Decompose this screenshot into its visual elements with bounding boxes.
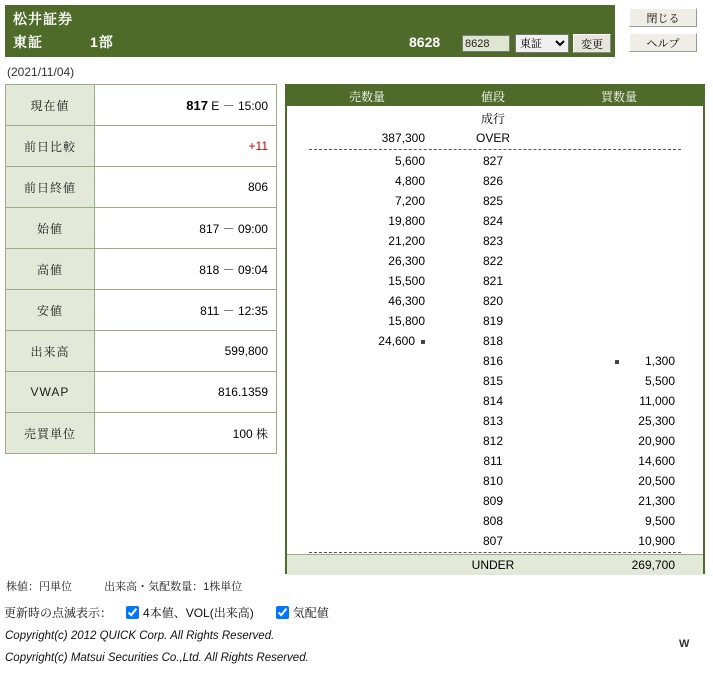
order-book-row [287, 371, 703, 391]
order-book-sell-qty: 15,500 [388, 274, 425, 288]
order-book-row [287, 151, 703, 171]
order-book-buy-qty: 20,500 [638, 474, 675, 488]
col-header-buy-qty: 買数量 [600, 89, 637, 104]
order-book-price: 823 [482, 234, 504, 248]
divider-bottom [309, 552, 681, 553]
date-label: (2021/11/04) [7, 65, 75, 79]
order-book-price: 813 [482, 414, 504, 428]
order-book-row [287, 391, 703, 411]
market-section: 1部 [90, 34, 114, 50]
order-book-sell-qty: 46,300 [388, 294, 425, 308]
order-book-sell-qty: 7,200 [394, 194, 425, 208]
copyright-quick: Copyright(c) 2012 QUICK Corp. All Rights Reserved. [5, 630, 275, 642]
row-label-prev-close: 前日終値 [6, 167, 95, 208]
market-order-row [287, 108, 703, 128]
order-book-price: 824 [482, 214, 504, 228]
order-book-price: 827 [482, 154, 504, 168]
unit-note [6, 578, 242, 594]
over-sell-qty: 387,300 [381, 131, 425, 145]
order-book-row [287, 491, 703, 511]
col-header-sell-qty: 売数量 [348, 89, 385, 104]
order-book-price: 815 [482, 374, 504, 388]
table-row [6, 290, 277, 331]
under-buy-qty: 269,700 [631, 558, 675, 572]
order-book-row [287, 431, 703, 451]
order-book-row [287, 271, 703, 291]
order-book-price: 811 [483, 454, 503, 468]
order-book-price: 814 [482, 394, 504, 408]
best-ask-marker-icon [421, 340, 425, 344]
checkbox-quote-label: 気配値 [292, 606, 329, 620]
row-label-trade-unit: 売買単位 [6, 413, 95, 454]
order-book-row [287, 191, 703, 211]
change-button[interactable]: 変更 [573, 34, 611, 53]
stock-code: 8628 [409, 34, 441, 50]
row-label-low: 安値 [6, 290, 95, 331]
row-value-high: 818 － 09:04 [95, 249, 277, 290]
blink-settings [4, 604, 351, 621]
order-book-price: 808 [482, 514, 504, 528]
order-book-buy-qty: 9,500 [644, 514, 675, 528]
order-book-row [287, 471, 703, 491]
close-button[interactable]: 閉じる [629, 8, 697, 27]
order-book-row [287, 311, 703, 331]
row-label-open: 始値 [6, 208, 95, 249]
market-select[interactable] [515, 34, 569, 53]
row-value-vwap: 816.1359 [95, 372, 277, 413]
row-label-current-price: 現在値 [6, 85, 95, 126]
divider-top [309, 149, 681, 150]
order-book-sell-qty: 4,800 [394, 174, 425, 188]
row-value-prev-close: 806 [95, 167, 277, 208]
quote-info-table [5, 84, 277, 454]
row-value-change: +11 [95, 126, 277, 167]
order-book-row [287, 331, 703, 351]
table-row [6, 249, 277, 290]
current-price-suffix: E － 15:00 [211, 98, 268, 113]
row-value-open: 817 － 09:00 [95, 208, 277, 249]
order-book-row [287, 351, 703, 371]
unit-note-volume: 出来高・気配数量：1株単位 [104, 581, 243, 593]
over-row [287, 128, 703, 148]
row-value-volume: 599,800 [95, 331, 277, 372]
order-book-rows [287, 106, 703, 553]
order-book-price: 812 [482, 434, 504, 448]
checkbox-quote[interactable] [276, 604, 329, 621]
order-book-price: 820 [482, 294, 504, 308]
unit-note-price: 株値：円単位 [6, 581, 72, 593]
row-label-vwap: VWAP [6, 372, 95, 413]
order-book-buy-qty: 10,900 [638, 534, 675, 548]
watermark: W [679, 638, 690, 650]
order-book-buy-qty: 1,300 [539, 354, 699, 368]
table-row [6, 331, 277, 372]
order-book-row [287, 411, 703, 431]
order-book-buy-qty: 11,000 [639, 394, 675, 408]
order-book-row [287, 251, 703, 271]
order-book-row [287, 291, 703, 311]
order-book-panel [285, 84, 705, 574]
title-bar [5, 5, 615, 57]
order-book-row [287, 451, 703, 471]
order-book-price: 822 [482, 254, 504, 268]
order-book-buy-qty: 21,300 [638, 494, 675, 508]
stock-code-input[interactable] [462, 35, 510, 52]
order-book-row [287, 211, 703, 231]
table-row [6, 413, 277, 454]
order-book-price: 809 [482, 494, 504, 508]
market-order-label: 成行 [480, 111, 505, 126]
col-header-price: 値段 [480, 89, 505, 104]
checkbox-ohlc-vol[interactable] [126, 604, 254, 621]
order-book-row [287, 231, 703, 251]
order-book-price: 821 [482, 274, 504, 288]
copyright-matsui: Copyright(c) Matsui Securities Co.,Ltd. All Rights Reserved. [5, 652, 309, 664]
row-value-current-price [95, 85, 277, 126]
order-book-sell-qty: 21,200 [388, 234, 425, 248]
order-book-buy-qty: 20,900 [638, 434, 675, 448]
checkbox-quote-input[interactable] [276, 606, 289, 619]
table-row [6, 126, 277, 167]
order-book-sell-qty: 19,800 [388, 214, 425, 228]
blink-settings-label: 更新時の点滅表示： [4, 606, 113, 620]
order-book-price: 826 [482, 174, 504, 188]
order-book-row [287, 531, 703, 551]
current-price-value: 817 [186, 97, 208, 113]
order-book-price: 818 [482, 334, 504, 348]
checkbox-ohlc-vol-label: 4本値、VOL(出来高) [143, 606, 254, 620]
over-label: OVER [475, 131, 510, 145]
row-value-trade-unit: 100 株 [95, 413, 277, 454]
table-row [6, 372, 277, 413]
under-row [287, 554, 703, 575]
order-book-price: 810 [482, 474, 504, 488]
order-book-buy-qty: 14,600 [638, 454, 675, 468]
row-label-volume: 出来高 [6, 331, 95, 372]
order-book-buy-qty: 25,300 [638, 414, 675, 428]
order-book-row [287, 171, 703, 191]
order-book-price: 825 [482, 194, 504, 208]
order-book-buy-qty: 5,500 [644, 374, 675, 388]
table-row [6, 208, 277, 249]
row-label-high: 高値 [6, 249, 95, 290]
order-book-price: 807 [482, 534, 504, 548]
under-label: UNDER [471, 558, 515, 572]
order-book-row [287, 511, 703, 531]
order-book-price: 816 [482, 354, 504, 368]
table-row [6, 85, 277, 126]
order-book-header [287, 86, 703, 106]
help-button[interactable]: ヘルプ [629, 33, 697, 52]
order-book-price: 819 [482, 314, 504, 328]
order-book-sell-qty: 5,600 [394, 154, 425, 168]
order-book-sell-qty: 24,600 [287, 334, 447, 348]
order-book-sell-qty: 15,800 [388, 314, 425, 328]
market-name: 東証 [13, 34, 43, 50]
company-name: 松井証券 [13, 11, 73, 27]
best-bid-marker-icon [615, 360, 619, 364]
table-row [6, 167, 277, 208]
row-label-change: 前日比較 [6, 126, 95, 167]
row-value-low: 811 － 12:35 [95, 290, 277, 331]
checkbox-ohlc-vol-input[interactable] [126, 606, 139, 619]
order-book-sell-qty: 26,300 [388, 254, 425, 268]
